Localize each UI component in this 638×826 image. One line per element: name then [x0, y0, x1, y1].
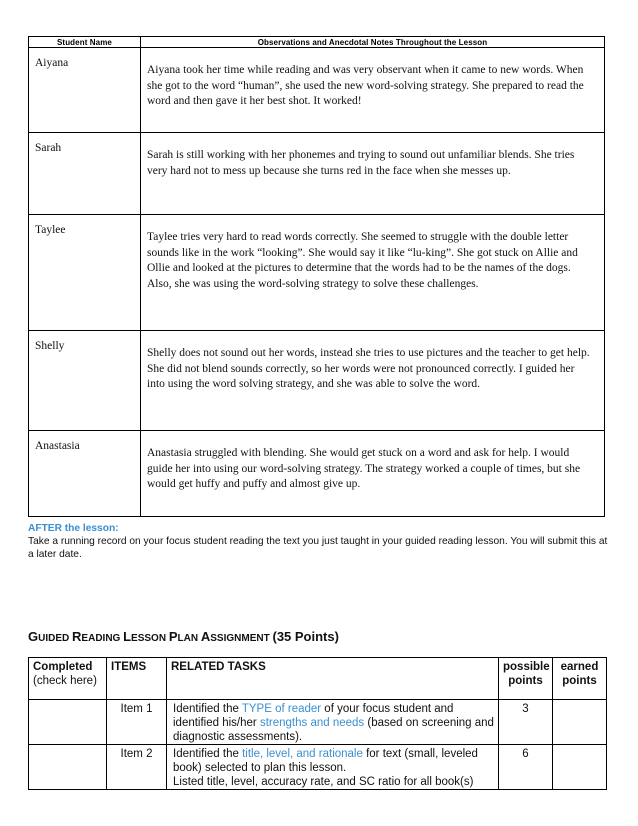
completed-header-note: (check here)	[33, 675, 97, 687]
completed-checkbox-cell[interactable]	[29, 745, 107, 790]
rubric-header-row	[29, 658, 607, 700]
title-letter: G	[28, 629, 39, 644]
task-text: Identified the	[173, 748, 243, 760]
student-name: Taylee	[29, 215, 141, 331]
possible-points: 3	[499, 700, 553, 745]
title-letter: R	[72, 629, 82, 644]
related-tasks-header: RELATED TASKS	[167, 658, 499, 700]
title-letter: P	[168, 629, 178, 644]
related-task	[167, 745, 499, 790]
assignment-title	[28, 629, 339, 644]
after-lesson-instructions: Take a running record on your focus student reading the text you just taught in your guided reading lesson. You will submit this at a later date.	[28, 536, 608, 560]
title-points: (35 Points)	[272, 629, 339, 644]
table-row	[29, 431, 605, 517]
completed-header-label: Completed	[33, 661, 93, 673]
task-highlight: title, level, and rationale	[242, 748, 363, 760]
related-task	[167, 700, 499, 745]
table-row	[29, 48, 605, 133]
earned-points-header: earned points	[553, 658, 607, 700]
table-row	[29, 700, 607, 745]
earned-points-cell[interactable]	[553, 745, 607, 790]
anecdotal-note: Anastasia struggled with blending. She would get stuck on a word and ask for help. I would guide her into using our word-solving strategy. The strategy worked a couple of times, but she would get huffy and puffy and almost give up.	[141, 431, 605, 517]
title-word: LAN	[177, 633, 201, 644]
observations-notes-header: Observations and Anecdotal Notes Throughout the Lesson	[141, 37, 605, 48]
anecdotal-note: Shelly does not sound out her words, instead she tries to use pictures and the teacher to get help. She did not blend sounds correctly, so her words were not pronounced correctly. I guided her into using the word solving strategy, and she was able to solve the word.	[141, 331, 605, 431]
title-word: UIDED	[38, 633, 73, 644]
student-name-header: Student Name	[29, 37, 141, 48]
observations-header-row	[29, 37, 605, 48]
task-text: Listed title, level, accuracy rate, and SC ratio for all book(s)	[173, 776, 474, 788]
task-text: of your focus student and identified his/her	[173, 703, 454, 729]
table-row	[29, 133, 605, 215]
item-label: Item 1	[107, 700, 167, 745]
assignment-rubric-table	[28, 657, 607, 790]
task-text: Identified the	[173, 703, 242, 715]
student-name: Sarah	[29, 133, 141, 215]
anecdotal-note: Sarah is still working with her phonemes and trying to sound out unfamiliar blends. She tries very hard not to mess up because she turns red in the face when she messes up.	[141, 133, 605, 215]
table-row	[29, 215, 605, 331]
task-text: for text (small, leveled book) selected to plan this lesson.	[173, 748, 478, 774]
completed-header	[29, 658, 107, 700]
task-highlight: TYPE of reader	[241, 703, 322, 715]
items-header: ITEMS	[107, 658, 167, 700]
observations-table	[28, 36, 605, 517]
after-lesson-section	[28, 522, 608, 561]
anecdotal-note: Taylee tries very hard to read words correctly. She seemed to struggle with the double letter sounds like in the work “looking”. She would say it like “lu-king”. She got stuck on Allie and Ollie and looked at the pictures to determine that the words had to be the names of the dogs. Also, she was using the word-solving strategy to solve these challenges.	[141, 215, 605, 331]
title-word: SSIGNMENT	[210, 633, 273, 644]
task-highlight: strengths and needs	[259, 717, 365, 729]
table-row	[29, 745, 607, 790]
student-name: Anastasia	[29, 431, 141, 517]
title-word: ESSON	[131, 633, 169, 644]
completed-checkbox-cell[interactable]	[29, 700, 107, 745]
earned-points-cell[interactable]	[553, 700, 607, 745]
table-row	[29, 331, 605, 431]
item-label: Item 2	[107, 745, 167, 790]
anecdotal-note: Aiyana took her time while reading and was very observant when it came to new words. When she got to the word “human”, she used the new word-solving strategy. She prepared to read the word and then gave it her best shot. It worked!	[141, 48, 605, 133]
title-word: EADING	[81, 633, 124, 644]
task-text: (based on screening and diagnostic assessments).	[173, 717, 494, 743]
student-name: Shelly	[29, 331, 141, 431]
after-lesson-heading: AFTER the lesson:	[28, 523, 119, 534]
title-letter: A	[200, 629, 211, 644]
possible-points: 6	[499, 745, 553, 790]
title-letter: L	[123, 629, 132, 644]
student-name: Aiyana	[29, 48, 141, 133]
possible-points-header: possible points	[499, 658, 553, 700]
